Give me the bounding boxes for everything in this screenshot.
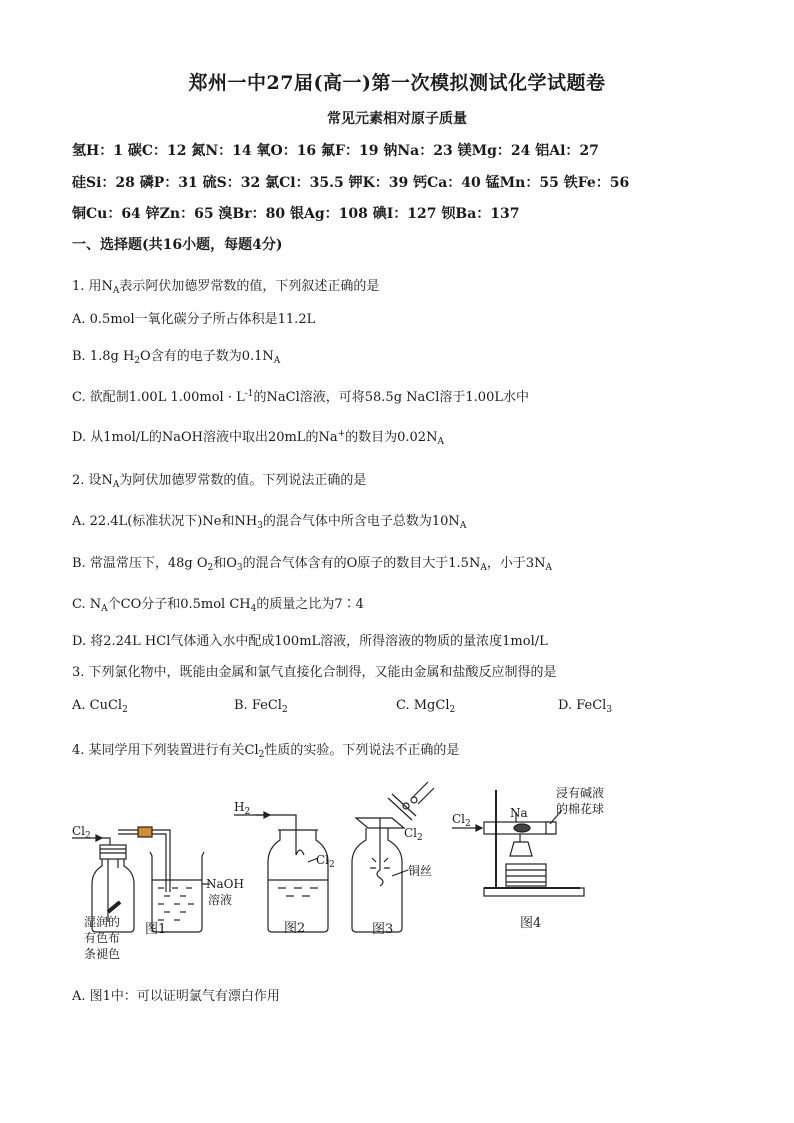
question-3-option-d: D. FeCl$_3$ (558, 698, 613, 715)
question-3-stem: 3. 下列氯化物中，既能由金属和氯气直接化合制得，又能由金属和盐酸反应制得的是 (72, 665, 557, 680)
figure-1-naoh-label: NaOH (206, 877, 244, 891)
figure-2-caption: 图2 (284, 921, 306, 936)
figure-1-solution-label: 溶液 (208, 893, 233, 907)
question-3-option-c: C. MgCl$_2$ (396, 698, 456, 715)
figure-1-gas-label: $Cl_2$ (72, 824, 91, 841)
figure-4-na-label: Na (510, 806, 528, 820)
question-1-stem: 1. 用$N_A$表示阿伏加德罗常数的值，下列叙述正确的是 (72, 279, 380, 296)
question-1-option-a: A. 0.5mol一氧化碳分子所占体积是11.2L (72, 312, 316, 327)
question-1-option-b: B. 1.8g $H_2O$含有的电子数为$0.1N_A$ (72, 349, 281, 366)
figure-1-cloth-label-1: 湿润的 (84, 915, 121, 929)
question-1-option-d: D. 从1mol/L的NaOH溶液中取出20mL的Na+的数目为$0.02N_A$ (72, 429, 444, 447)
figure-1-caption: 图1 (145, 922, 167, 937)
figure-2-cl-label: $Cl_2$ (316, 853, 335, 870)
atomic-mass-row-1: 氢H：1 碳C：12 氮N：14 氧O：16 氟F：19 钠Na：23 镁Mg：24 铝Al：27 (72, 143, 599, 159)
figure-2-apparatus (234, 812, 328, 932)
question-3-option-b: B. FeCl$_2$ (234, 698, 288, 715)
figure-4-cotton-label-1: 浸有碱液 (556, 786, 605, 800)
question-3-option-a: A. CuCl$_2$ (72, 698, 128, 715)
figure-3-cl-label: $Cl_2$ (404, 826, 423, 843)
figure-3-apparatus (352, 782, 434, 932)
atomic-mass-heading: 常见元素相对原子质量 (327, 111, 467, 127)
question-4-option-a: A. 图1中：可以证明氯气有漂白作用 (72, 989, 280, 1004)
section-title: 一、选择题(共16小题，每题4分) (72, 237, 283, 253)
figure-4-gas-label: $Cl_2$ (452, 812, 471, 829)
figure-2-gas-label: $H_2$ (234, 800, 251, 817)
atomic-mass-row-2: 硅Si：28 磷P：31 硫S：32 氯Cl：35.5 钾K：39 钙Ca：40 锰Mn：55 铁Fe：56 (72, 175, 630, 191)
question-2-option-b: B. 常温常压下，48g $O_2$和$O_3$的混合气体含有的O原子的数目大于$1.5N_A$，小于$3N_A$ (72, 556, 552, 573)
question-2-stem: 2. 设$N_A$为阿伏加德罗常数的值。下列说法正确的是 (72, 473, 367, 490)
figure-1-cloth-label-3: 条褪色 (84, 947, 121, 961)
atomic-mass-row-3: 铜Cu：64 锌Zn：65 溴Br：80 银Ag：108 碘I：127 钡Ba：137 (72, 206, 520, 222)
figure-4-caption: 图4 (520, 916, 542, 931)
question-2-option-a: A. 22.4L(标准状况下)Ne和$NH_3$的混合气体中所含电子总数为$10N_A$ (72, 514, 467, 531)
figure-3-wire-label: 铜丝 (408, 864, 433, 878)
figure-4-cotton-label-2: 的棉花球 (556, 802, 605, 816)
figure-1-cloth-label-2: 有色布 (84, 931, 121, 945)
page-title: 郑州一中27届(高一)第一次模拟测试化学试题卷 (188, 72, 606, 94)
figure-3-caption: 图3 (372, 922, 394, 937)
question-2-option-d: D. 将2.24L HCl气体通入水中配成100mL溶液，所得溶液的物质的量浓度1mol/L (72, 634, 548, 649)
question-1-option-c: C. 欲配制1.00L $1.00mol \cdot L^{-1}$的NaCl溶液，可将58.5g NaCl溶于1.00L水中 (72, 389, 529, 405)
question-4-stem: 4. 某同学用下列装置进行有关$Cl_2$性质的实验。下列说法不正确的是 (72, 743, 460, 760)
question-2-option-c: C. $N_A$个CO分子和0.5mol $CH_4$的质量之比为7∶4 (72, 597, 364, 614)
